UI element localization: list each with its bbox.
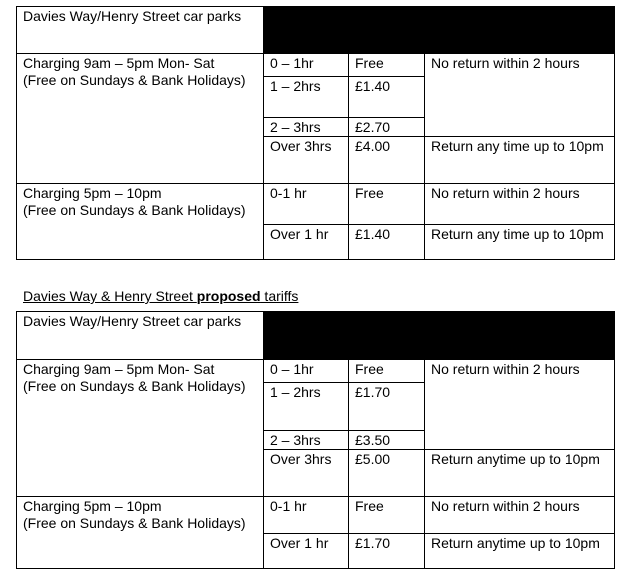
price-cell: £5.00 [349,450,425,497]
return-note: Return anytime up to 10pm [425,450,615,497]
header-black-bar [264,7,615,54]
duration-cell: Over 1 hr [264,225,349,260]
duration-cell: Over 3hrs [264,137,349,184]
duration-cell: 0 – 1hr [264,360,349,383]
price-cell: Free [349,360,425,383]
price-cell: Free [349,497,425,534]
return-note: Return any time up to 10pm [425,225,615,260]
duration-cell: 0-1 hr [264,497,349,534]
price-cell: £1.70 [349,534,425,569]
price-cell: Free [349,184,425,225]
duration-cell: 2 – 3hrs [264,118,349,137]
return-note: Return anytime up to 10pm [425,534,615,569]
price-cell: £1.70 [349,383,425,431]
evening-charging-hours: Charging 5pm – 10pm [23,185,162,201]
price-cell: £4.00 [349,137,425,184]
caption-bold: proposed [196,288,261,304]
no-return-note: No return within 2 hours [425,54,615,137]
day-charging-label [17,54,264,184]
duration-cell: Over 3hrs [264,450,349,497]
duration-cell: 0 – 1hr [264,54,349,77]
no-return-note: No return within 2 hours [425,360,615,450]
day-charging-hours: Charging 9am – 5pm Mon- Sat [23,361,215,377]
no-return-note: No return within 2 hours [425,497,615,534]
evening-charging-hours: Charging 5pm – 10pm [23,498,162,514]
duration-cell: 1 – 2hrs [264,383,349,431]
price-cell: £1.40 [349,225,425,260]
caption-suffix: tariffs [260,288,299,304]
table-header-title: Davies Way/Henry Street car parks [23,8,242,24]
no-return-note: No return within 2 hours [425,184,615,225]
current-tariff-table [16,6,615,260]
proposed-tariffs-caption [23,288,298,305]
caption-prefix: Davies Way & Henry Street [23,288,197,304]
price-cell: £2.70 [349,118,425,137]
evening-charging-exemption: (Free on Sundays & Bank Holidays) [23,202,246,218]
day-charging-exemption: (Free on Sundays & Bank Holidays) [23,72,246,88]
proposed-tariff-table [16,311,615,569]
duration-cell: 2 – 3hrs [264,431,349,450]
evening-charging-exemption: (Free on Sundays & Bank Holidays) [23,515,246,531]
table-header-cell [17,312,264,360]
return-note: Return any time up to 10pm [425,137,615,184]
header-black-bar [264,312,615,360]
duration-cell: 0-1 hr [264,184,349,225]
day-charging-hours: Charging 9am – 5pm Mon- Sat [23,55,215,71]
price-cell: £1.40 [349,77,425,118]
day-charging-exemption: (Free on Sundays & Bank Holidays) [23,378,246,394]
evening-charging-label [17,497,264,569]
day-charging-label [17,360,264,497]
evening-charging-label [17,184,264,260]
duration-cell: Over 1 hr [264,534,349,569]
price-cell: Free [349,54,425,77]
table-header-cell [17,7,264,54]
duration-cell: 1 – 2hrs [264,77,349,118]
table-header-title: Davies Way/Henry Street car parks [23,313,242,329]
price-cell: £3.50 [349,431,425,450]
